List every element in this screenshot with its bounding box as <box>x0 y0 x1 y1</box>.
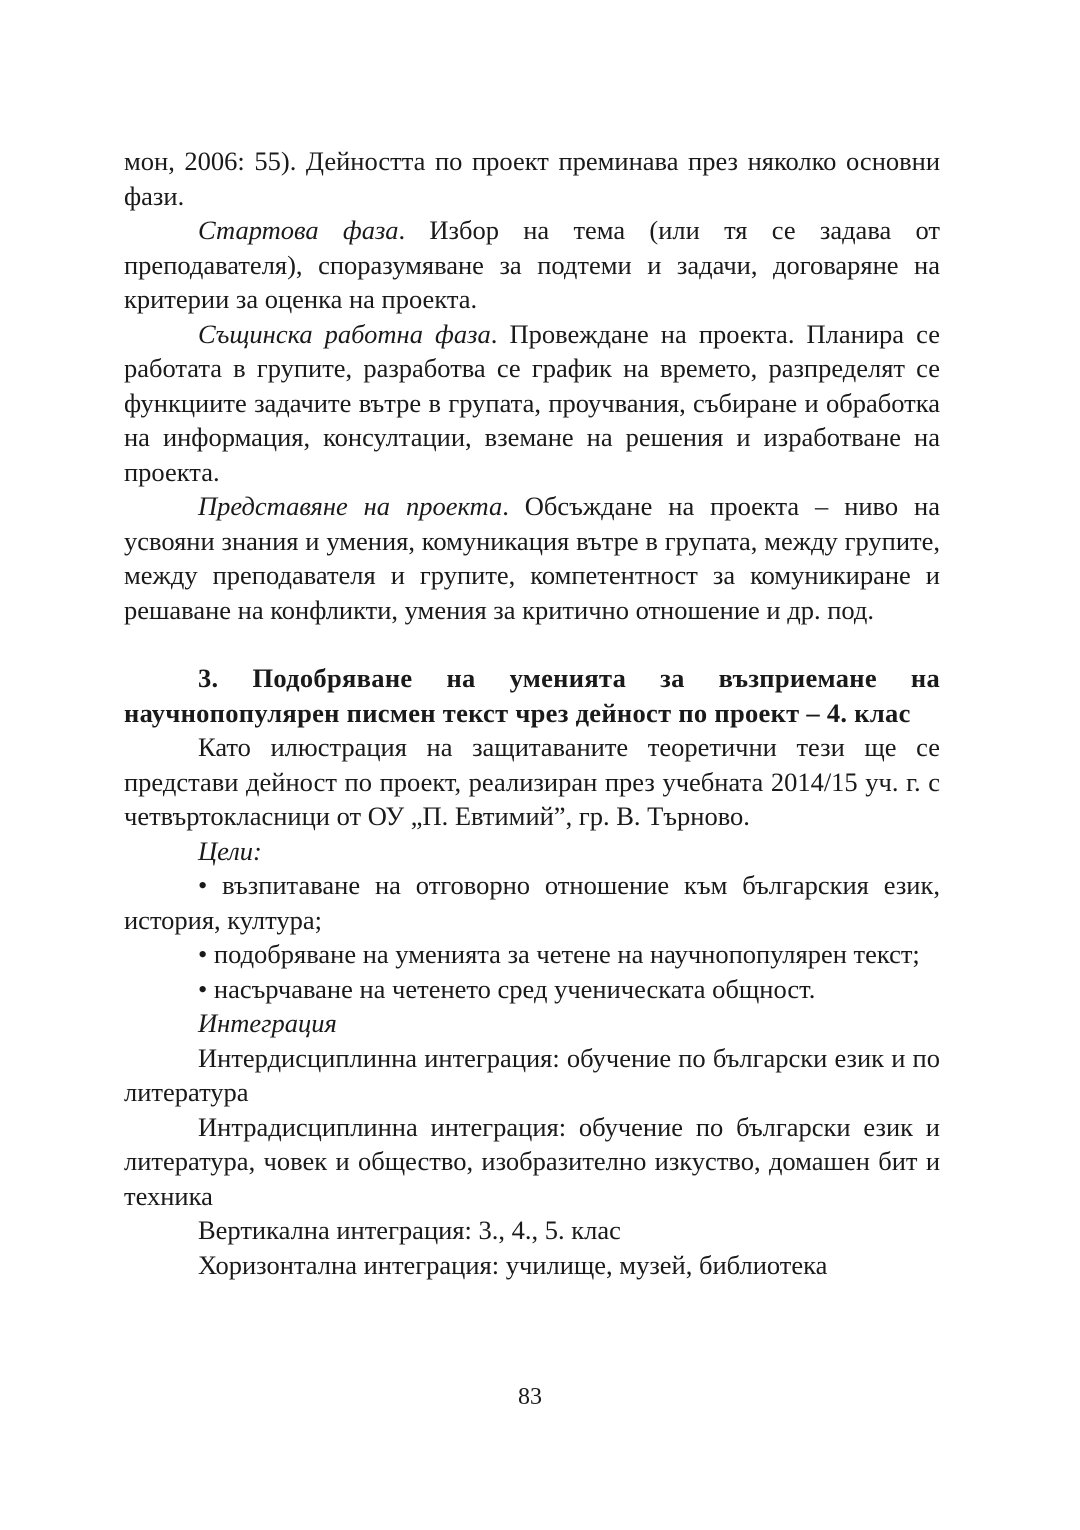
section-heading: 3. Подобряване на уменията за възприемане на научнопопулярен писмен текст чрез дейност по проект – 4. клас <box>124 663 940 728</box>
paragraph-presentation-phase <box>124 489 940 627</box>
paragraph-start-phase <box>124 213 940 317</box>
start-phase-label: Стартова фаза <box>198 215 399 245</box>
work-phase-text: . Провеждане на проекта. Планира се работата в групите, разработва се график на времето, разпределят се функциите задачите вътре в групата, проучвания, събиране и обработка на информация, консултации, вземане на решения и изработване на проекта. <box>124 318 940 487</box>
integration-item-1: Интердисциплинна интеграция: обучение по български език и по литература <box>124 1042 940 1107</box>
page-number: 83 <box>518 1384 542 1410</box>
page-body <box>124 144 940 1282</box>
paragraph-work-phase <box>124 317 940 490</box>
goals-label: Цели: <box>198 835 262 866</box>
goal-item-2: • подобряване на уменията за четене на научнопопулярен текст; <box>198 939 920 969</box>
presentation-phase-label: Представяне на проекта <box>198 491 503 521</box>
work-phase-label: Същинска работна фаза <box>198 318 491 349</box>
presentation-phase-text: . Обсъждане на проекта – ниво на усвояни знания и умения, комуникация вътре в групата, между групите, между преподавателя и групите, компетентност за комуникиране и решаване на конфликти, умения за критично отношение и др. под. <box>124 491 940 625</box>
integration-item-4: Хоризонтална интеграция: училище, музей, библиотека <box>198 1249 828 1280</box>
paragraph-phases-intro: мон, 2006: 55). Дейността по проект преминава през няколко основни фази. <box>124 146 940 211</box>
integration-label: Интеграция <box>198 1008 337 1038</box>
goal-item-3: • насърчаване на четенето сред ученическата общност. <box>198 973 816 1004</box>
paragraph-illustration: Като илюстрация на защитаваните теоретични тези ще се представи дейност по проект, реализиран през учебната 2014/15 уч. г. с четвъртокласници от ОУ „П. Евтимий”, гр. В. Търново. <box>124 732 940 831</box>
start-phase-text: . Избор на тема (или тя се задава от преподавателя), споразумяване за подтеми и задачи, договаряне на критерии за оценка на проекта. <box>124 215 940 314</box>
integration-item-3: Вертикална интеграция: 3., 4., 5. клас <box>198 1215 621 1245</box>
goal-item-1: • възпитаване на отговорно отношение към българския език, история, култура; <box>124 870 940 935</box>
integration-item-2: Интрадисциплинна интеграция: обучение по български език и литература, човек и общество, изобразително изкуство, домашен бит и техника <box>124 1111 940 1211</box>
